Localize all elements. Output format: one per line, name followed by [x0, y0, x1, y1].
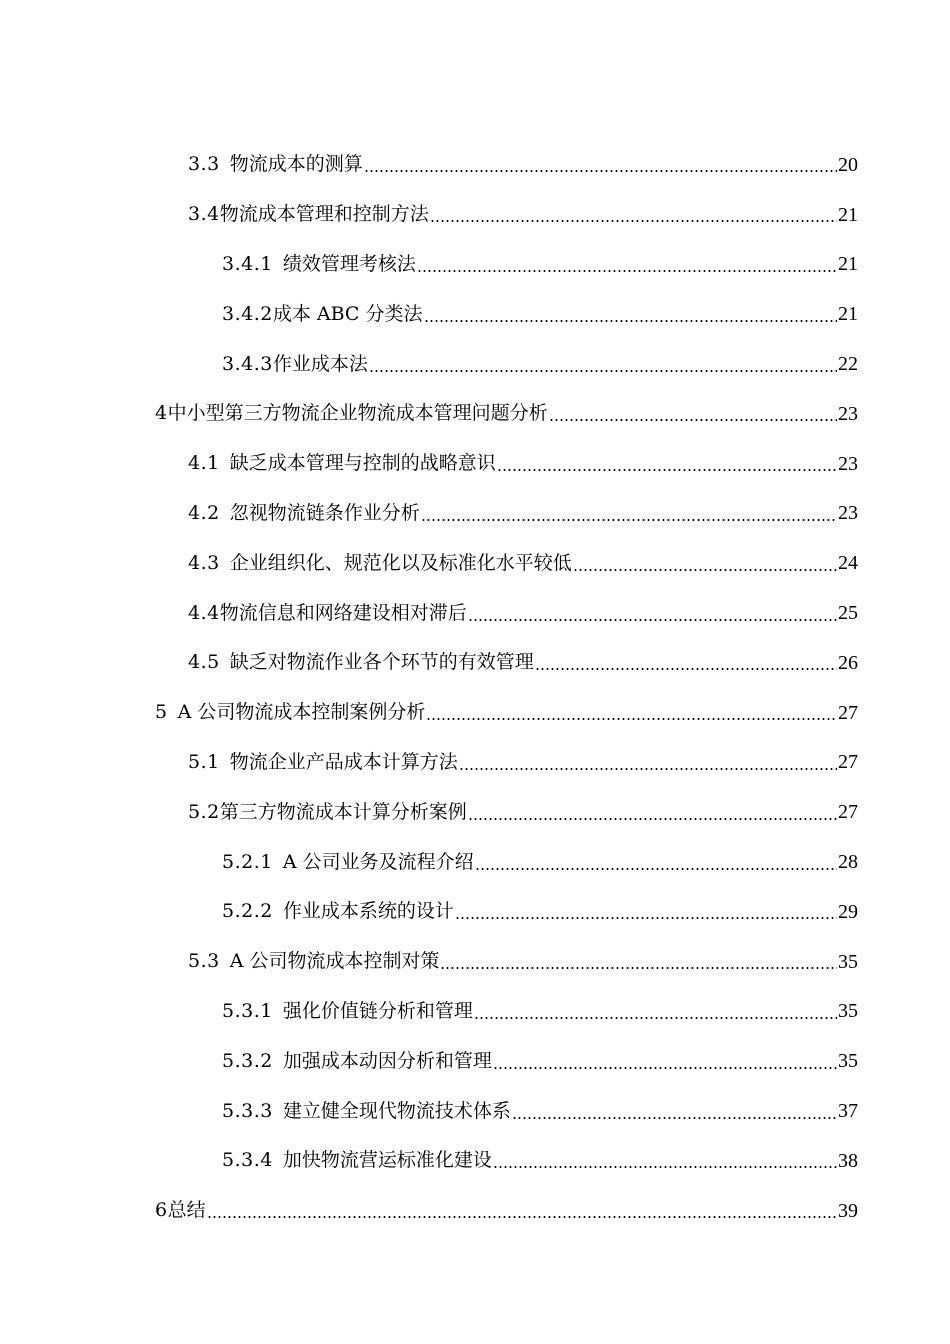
toc-entry-title: 成本 ABC 分类法: [272, 302, 423, 325]
toc-entry-page-number: 35: [838, 1050, 858, 1073]
toc-dot-leader: [364, 155, 837, 174]
toc-entry-title: 物流企业产品成本计算方法: [229, 750, 458, 773]
toc-entry-number: 5.3: [188, 950, 220, 973]
toc-entry-page-number: 26: [838, 651, 858, 674]
toc-dot-leader: [475, 853, 837, 872]
toc-entry-page-number: 23: [838, 502, 858, 525]
toc-dot-leader: [426, 703, 837, 722]
toc-entry-page-number: 21: [838, 203, 858, 226]
toc-entry-title: A 公司业务及流程介绍: [282, 850, 474, 873]
toc-entry-page-number: 21: [838, 253, 858, 276]
toc-dot-leader: [474, 1002, 837, 1021]
toc-dot-leader: [430, 205, 837, 224]
toc-entry-number: 5: [155, 701, 168, 724]
toc-dot-leader: [440, 952, 837, 971]
toc-entry-number: 6: [155, 1199, 168, 1222]
toc-entry-number: 5.2: [188, 800, 220, 823]
toc-entry-page-number: 22: [838, 353, 858, 376]
toc-entry-title: 强化价值链分析和管理: [282, 999, 473, 1022]
toc-entry[interactable]: [0, 1086, 950, 1136]
toc-entry[interactable]: [0, 837, 950, 887]
toc-dot-leader: [455, 902, 837, 921]
toc-entry-title: 企业组织化、规范化以及标准化水平较低: [229, 551, 572, 574]
toc-entry-number: 3.4: [188, 203, 220, 226]
toc-entry-number: 4.1: [188, 452, 220, 475]
toc-entry-number: 4: [155, 402, 168, 425]
toc-entry[interactable]: [0, 638, 950, 688]
toc-entry-page-number: 27: [838, 701, 858, 724]
toc-entry-title: A 公司物流成本控制对策: [229, 950, 440, 973]
toc-entry-number: 5.2.2: [222, 900, 273, 923]
toc-entry-page-number: 38: [838, 1149, 858, 1172]
toc-entry[interactable]: [0, 389, 950, 439]
toc-entry[interactable]: [0, 588, 950, 638]
toc-entry[interactable]: [0, 439, 950, 489]
toc-entry[interactable]: [0, 489, 950, 539]
toc-dot-leader: [369, 355, 837, 374]
toc-entry-number: 5.3.4: [222, 1149, 273, 1172]
toc-entry-title: 物流信息和网络建设相对滞后: [219, 601, 467, 624]
toc-entry[interactable]: [0, 538, 950, 588]
toc-entry-number: 5.1: [188, 750, 220, 773]
toc-entry-number: 3.4.2: [222, 302, 273, 325]
toc-dot-leader: [535, 653, 837, 672]
toc-dot-leader: [421, 504, 837, 523]
toc-entry-number: 4.5: [188, 651, 220, 674]
toc-entry-title: 缺乏成本管理与控制的战略意识: [229, 452, 496, 475]
toc-entry-title: 加快物流营运标准化建设: [282, 1149, 492, 1172]
toc-dot-leader: [493, 1052, 837, 1071]
toc-entry-title: 第三方物流成本计算分析案例: [219, 800, 467, 823]
toc-entry-page-number: 29: [838, 900, 858, 923]
toc-entry[interactable]: [0, 289, 950, 339]
toc-entry-page-number: 24: [838, 552, 858, 575]
table-of-contents: [0, 140, 950, 1236]
toc-entry-number: 4.4: [188, 601, 220, 624]
toc-dot-leader: [512, 1102, 837, 1121]
toc-dot-leader: [549, 404, 837, 423]
toc-entry-number: 5.3.1: [222, 999, 273, 1022]
toc-dot-leader: [573, 554, 837, 573]
toc-entry-page-number: 37: [838, 1100, 858, 1123]
toc-entry-title: 绩效管理考核法: [282, 252, 416, 275]
toc-entry-number: 5.3.2: [222, 1049, 273, 1072]
toc-entry-title: A 公司物流成本控制案例分析: [177, 701, 426, 724]
toc-entry-page-number: 27: [838, 801, 858, 824]
toc-entry[interactable]: [0, 1136, 950, 1186]
toc-entry-page-number: 23: [838, 452, 858, 475]
toc-entry-page-number: 20: [838, 153, 858, 176]
toc-entry[interactable]: [0, 1186, 950, 1236]
toc-entry-number: 4.2: [188, 501, 220, 524]
toc-entry-page-number: 39: [838, 1199, 858, 1222]
toc-entry-page-number: 27: [838, 751, 858, 774]
toc-entry-page-number: 25: [838, 602, 858, 625]
toc-entry[interactable]: [0, 140, 950, 190]
toc-entry[interactable]: [0, 787, 950, 837]
toc-entry-title: 作业成本法: [272, 352, 368, 375]
toc-entry-title: 作业成本系统的设计: [282, 900, 454, 923]
toc-entry-page-number: 28: [838, 851, 858, 874]
toc-entry[interactable]: [0, 738, 950, 788]
toc-entry-page-number: 35: [838, 950, 858, 973]
toc-entry-page-number: 23: [838, 402, 858, 425]
toc-entry-number: 3.3: [188, 153, 220, 176]
toc-entry-page-number: 35: [838, 1000, 858, 1023]
toc-entry-number: 5.3.3: [222, 1099, 273, 1122]
toc-entry-title: 物流成本的测算: [229, 153, 363, 176]
toc-entry-number: 4.3: [188, 551, 220, 574]
toc-dot-leader: [417, 255, 837, 274]
toc-dot-leader: [493, 1151, 837, 1170]
toc-entry[interactable]: [0, 688, 950, 738]
toc-entry-title: 加强成本动因分析和管理: [282, 1049, 492, 1072]
toc-dot-leader: [497, 454, 837, 473]
toc-entry-title: 忽视物流链条作业分析: [229, 501, 420, 524]
toc-entry[interactable]: [0, 339, 950, 389]
toc-entry-title: 建立健全现代物流技术体系: [282, 1099, 511, 1122]
toc-entry-title: 物流成本管理和控制方法: [219, 203, 429, 226]
toc-entry[interactable]: [0, 240, 950, 290]
toc-entry[interactable]: [0, 1036, 950, 1086]
toc-entry-number: 3.4.1: [222, 252, 273, 275]
toc-dot-leader: [207, 1201, 837, 1220]
toc-dot-leader: [468, 803, 837, 822]
toc-dot-leader: [459, 753, 837, 772]
toc-entry-title: 中小型第三方物流企业物流成本管理问题分析: [167, 402, 548, 425]
toc-entry[interactable]: [0, 987, 950, 1037]
toc-entry-number: 5.2.1: [222, 850, 273, 873]
toc-dot-leader: [468, 604, 837, 623]
toc-entry[interactable]: [0, 887, 950, 937]
toc-entry[interactable]: [0, 937, 950, 987]
toc-entry-number: 3.4.3: [222, 352, 273, 375]
toc-entry-title: 总结: [167, 1199, 206, 1222]
toc-dot-leader: [424, 305, 837, 324]
toc-entry-title: 缺乏对物流作业各个环节的有效管理: [229, 651, 534, 674]
toc-entry[interactable]: [0, 190, 950, 240]
toc-entry-page-number: 21: [838, 303, 858, 326]
